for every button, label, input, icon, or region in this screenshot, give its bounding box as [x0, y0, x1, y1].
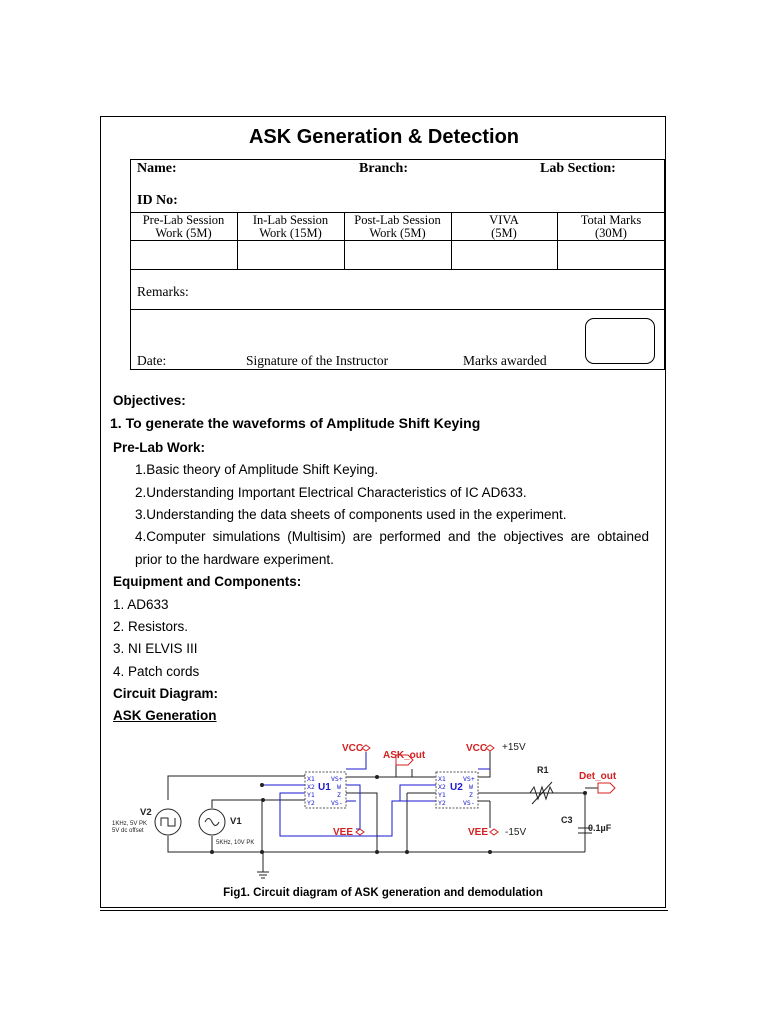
vee-connector-icon — [490, 829, 498, 835]
plus15-label: +15V — [502, 742, 526, 753]
ask-generation-subheading: ASK Generation — [113, 708, 217, 723]
u1-pin-x2: X2 — [307, 783, 315, 791]
u1-pin-y1: Y1 — [307, 791, 315, 799]
u2-pin-y2: Y2 — [438, 799, 446, 807]
objective-item: 1. To generate the waveforms of Amplitude Shift Keying — [110, 415, 481, 431]
marks-awarded-label: Marks awarded — [463, 353, 547, 368]
prelab-item: 4.Computer simulations (Multisim) are performed and the objectives are obtained — [135, 529, 649, 544]
u1-label: U1 — [318, 782, 331, 793]
u1-pin-x1: X1 — [307, 775, 315, 783]
equipment-item: 3. NI ELVIS III — [113, 641, 198, 656]
prelab-item-continued: prior to the hardware experiment. — [135, 552, 334, 567]
prelab-item: 1.Basic theory of Amplitude Shift Keying. — [135, 462, 379, 477]
v2-label: V2 — [140, 807, 152, 818]
u1-pin-vsm: VS- — [331, 799, 343, 807]
det-out-label: Det_out — [579, 771, 617, 782]
u2-pin-w: W — [469, 783, 473, 791]
u1-pin-y2: Y2 — [307, 799, 315, 807]
u1-pin-z: Z — [337, 791, 341, 799]
equipment-heading: Equipment and Components: — [113, 574, 302, 589]
ask-out-label: ASK_out — [383, 750, 426, 761]
id-label: ID No: — [137, 193, 178, 208]
u1-pin-vsp: VS+ — [331, 775, 343, 783]
det-out-port-icon — [598, 783, 615, 793]
col-header-total: Total Marks (30M) — [580, 213, 642, 240]
u2-label: U2 — [450, 782, 463, 793]
vcc-label: VCC — [342, 743, 364, 754]
vcc-label: VCC — [466, 743, 488, 754]
equipment-item: 1. AD633 — [113, 597, 169, 612]
col-header-inlab: In-Lab Session Work (15M) — [252, 213, 329, 240]
equipment-item: 4. Patch cords — [113, 664, 200, 679]
col-header-viva: VIVA (5M) — [489, 213, 519, 240]
minus15-label: -15V — [505, 827, 527, 838]
vcc-connector-icon — [362, 745, 370, 751]
prelab-heading: Pre-Lab Work: — [113, 440, 206, 455]
objectives-heading: Objectives: — [113, 393, 186, 408]
u2-pin-x2: X2 — [438, 783, 446, 791]
circuit-heading: Circuit Diagram: — [113, 686, 219, 701]
c3-value-label: 0.1µF — [588, 823, 612, 833]
v2-spec-label: 5V dc offset — [112, 828, 144, 834]
branch-label: Branch: — [359, 161, 408, 176]
r1-label: R1 — [537, 765, 549, 775]
vcc-connector-icon — [486, 745, 494, 751]
figure-caption: Fig1. Circuit diagram of ASK generation and demodulation — [223, 887, 543, 899]
page-title: ASK Generation & Detection — [248, 126, 520, 148]
black-wires — [168, 748, 598, 872]
prelab-item: 3.Understanding the data sheets of components used in the experiment. — [135, 507, 567, 522]
u2-pin-z: Z — [469, 791, 473, 799]
junction-dots — [210, 775, 587, 854]
col-header-prelab: Pre-Lab Session Work (5M) — [142, 213, 225, 240]
c3-label: C3 — [561, 815, 573, 825]
date-label: Date: — [137, 353, 167, 368]
v1-label: V1 — [230, 816, 242, 827]
name-label: Name: — [137, 161, 177, 176]
u1-pin-w: W — [337, 783, 341, 791]
v2-spec-label: 1KHz, 5V PK — [112, 821, 148, 827]
v1-spec-label: 5KHz, 10V PK — [216, 840, 255, 846]
u2-pin-x1: X1 — [438, 775, 446, 783]
remarks-label: Remarks: — [137, 284, 189, 299]
signature-label: Signature of the Instructor — [246, 353, 389, 368]
prelab-item: 2.Understanding Important Electrical Characteristics of IC AD633. — [135, 485, 527, 500]
vee-label: VEE — [468, 827, 489, 838]
equipment-item: 2. Resistors. — [113, 619, 189, 634]
u2-pin-vsp: VS+ — [463, 775, 475, 783]
lab-section-label: Lab Section: — [540, 161, 616, 176]
ground-symbol — [257, 872, 269, 878]
u2-pin-y1: Y1 — [438, 791, 446, 799]
col-header-postlab: Post-Lab Session Work (5M) — [354, 213, 441, 240]
vee-label: VEE — [333, 827, 354, 838]
u2-pin-vsm: VS- — [463, 799, 475, 807]
vee-connector-icon — [356, 829, 364, 835]
